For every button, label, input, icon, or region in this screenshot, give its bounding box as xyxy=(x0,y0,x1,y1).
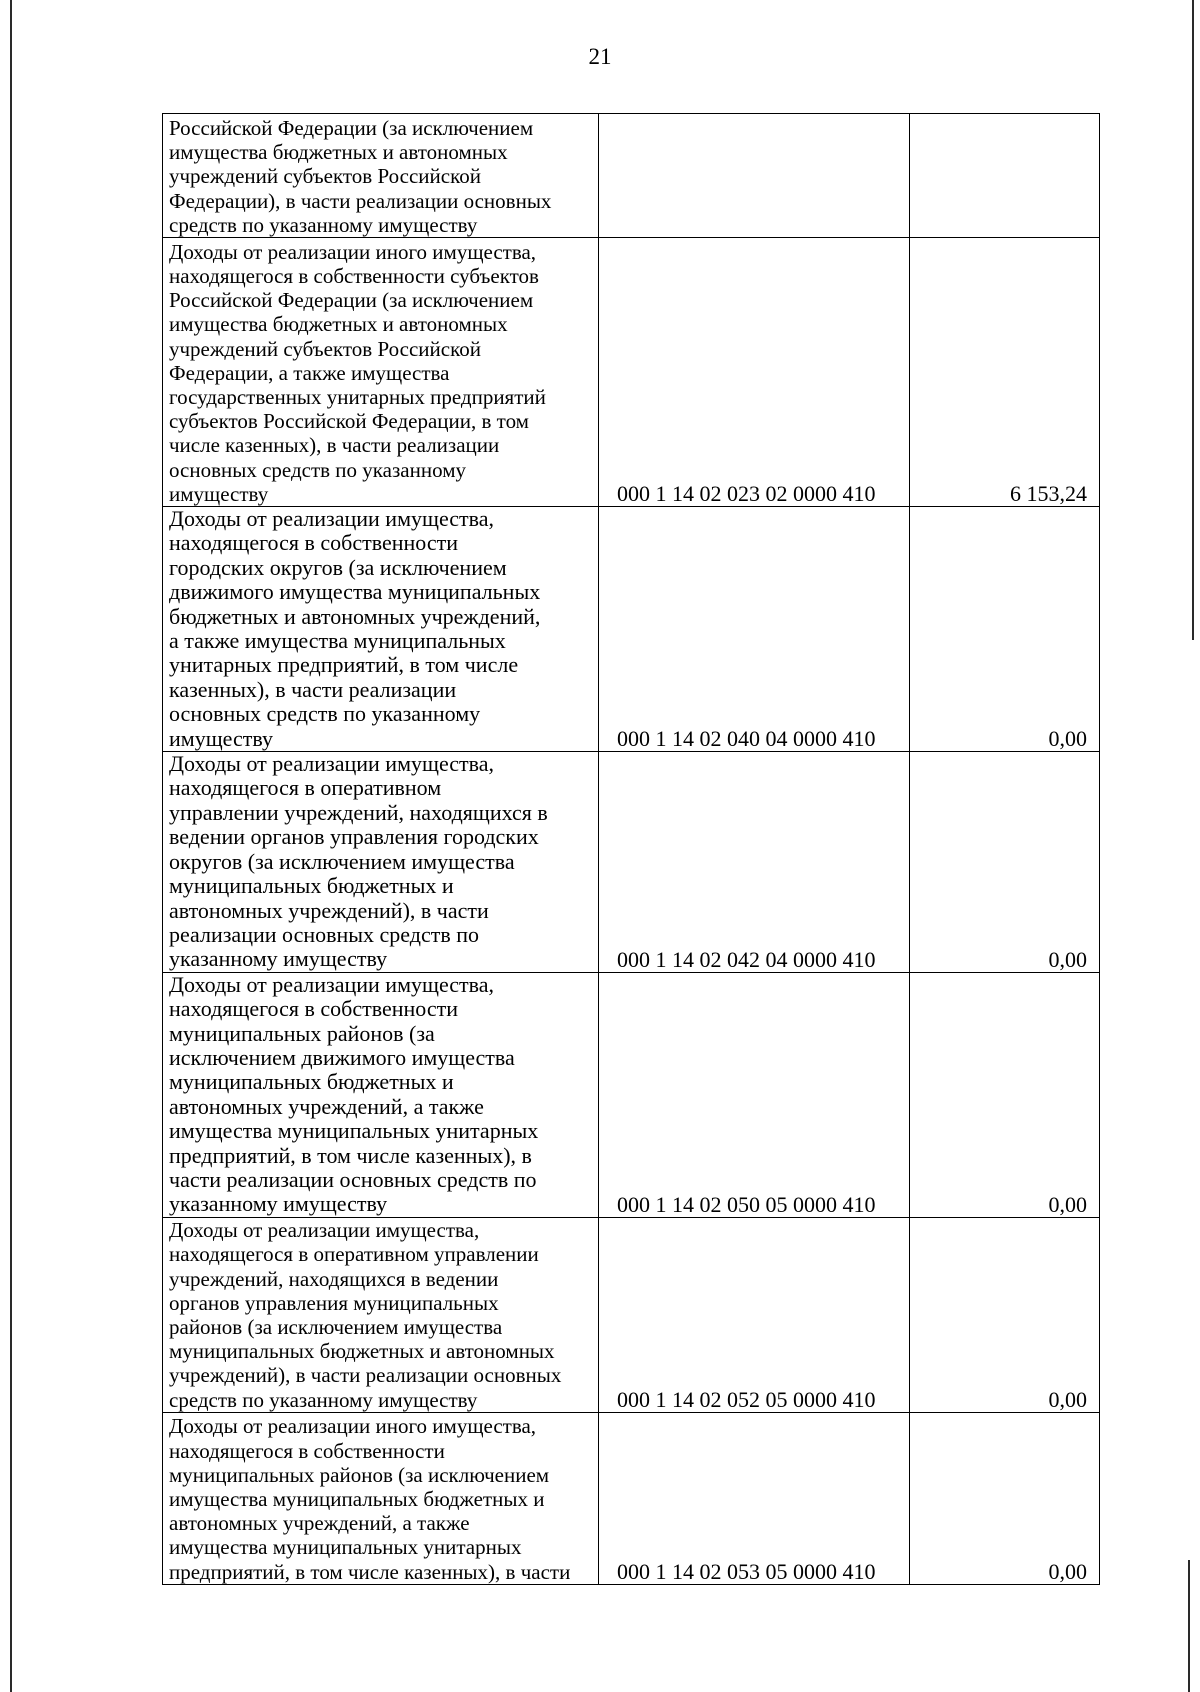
table-row xyxy=(163,238,1100,507)
row-description: Доходы от реализации иного имущества, находящегося в собственности муниципальных районов (за исключением имущества муниципальных бюджетных и автономных учреждений, а также имущества муниципальных унитарных предприятий, в том числе казенных), в части xyxy=(163,1412,599,1584)
row-code: 000 1 14 02 052 05 0000 410 xyxy=(599,1217,910,1412)
row-code: 000 1 14 02 050 05 0000 410 xyxy=(599,972,910,1217)
table-row xyxy=(163,1217,1100,1412)
row-description: Доходы от реализации имущества, находящегося в собственности городских округов (за исключением движимого имущества муниципальных бюджетных и автономных учреждений, а также имущества муниципальных унитарных предприятий, в том числе казенных), в части реализации основных средств по указанному имуществу xyxy=(163,507,599,752)
table-row xyxy=(163,114,1100,238)
row-description: Доходы от реализации имущества, находящегося в собственности муниципальных районов (за исключением движимого имущества муниципальных бюджетных и автономных учреждений, а также имущества муниципальных унитарных предприятий, в том числе казенных), в части реализации основных средств по указанному имуществу xyxy=(163,972,599,1217)
row-code: 000 1 14 02 040 04 0000 410 xyxy=(599,507,910,752)
table-row xyxy=(163,752,1100,973)
row-value: 0,00 xyxy=(910,752,1100,973)
row-value: 0,00 xyxy=(910,1217,1100,1412)
row-description: Российской Федерации (за исключением имущества бюджетных и автономных учреждений субъектов Российской Федерации), в части реализации основных средств по указанному имуществу xyxy=(163,114,599,238)
scan-edge-right-lower xyxy=(1188,1560,1190,1692)
row-code xyxy=(599,114,910,238)
row-value: 0,00 xyxy=(910,1412,1100,1584)
scan-edge-left xyxy=(10,0,12,1692)
row-code: 000 1 14 02 023 02 0000 410 xyxy=(599,238,910,507)
row-code: 000 1 14 02 053 05 0000 410 xyxy=(599,1412,910,1584)
row-description: Доходы от реализации имущества, находящегося в оперативном управлении учреждений, находящихся в ведении органов управления городских округов (за исключением имущества муниципальных бюджетных и автономных учреждений), в части реализации основных средств по указанному имуществу xyxy=(163,752,599,973)
row-description: Доходы от реализации иного имущества, находящегося в собственности субъектов Российской Федерации (за исключением имущества бюджетных и автономных учреждений субъектов Российской Федерации, а также имущества государственных унитарных предприятий субъектов Российской Федерации, в том числе казенных), в части реализации основных средств по указанному имуществу xyxy=(163,238,599,507)
table-row xyxy=(163,507,1100,752)
row-value: 0,00 xyxy=(910,972,1100,1217)
row-value xyxy=(910,114,1100,238)
page-number: 21 xyxy=(588,44,612,69)
row-description: Доходы от реализации имущества, находящегося в оперативном управлении учреждений, находящихся в ведении органов управления муниципальных районов (за исключением имущества муниципальных бюджетных и автономных учреждений), в части реализации основных средств по указанному имуществу xyxy=(163,1217,599,1412)
row-value: 6 153,24 xyxy=(910,238,1100,507)
table-row xyxy=(163,1412,1100,1584)
revenue-table xyxy=(162,113,1100,1585)
row-code: 000 1 14 02 042 04 0000 410 xyxy=(599,752,910,973)
scan-edge-right xyxy=(1192,0,1194,640)
row-value: 0,00 xyxy=(910,507,1100,752)
table-row xyxy=(163,972,1100,1217)
